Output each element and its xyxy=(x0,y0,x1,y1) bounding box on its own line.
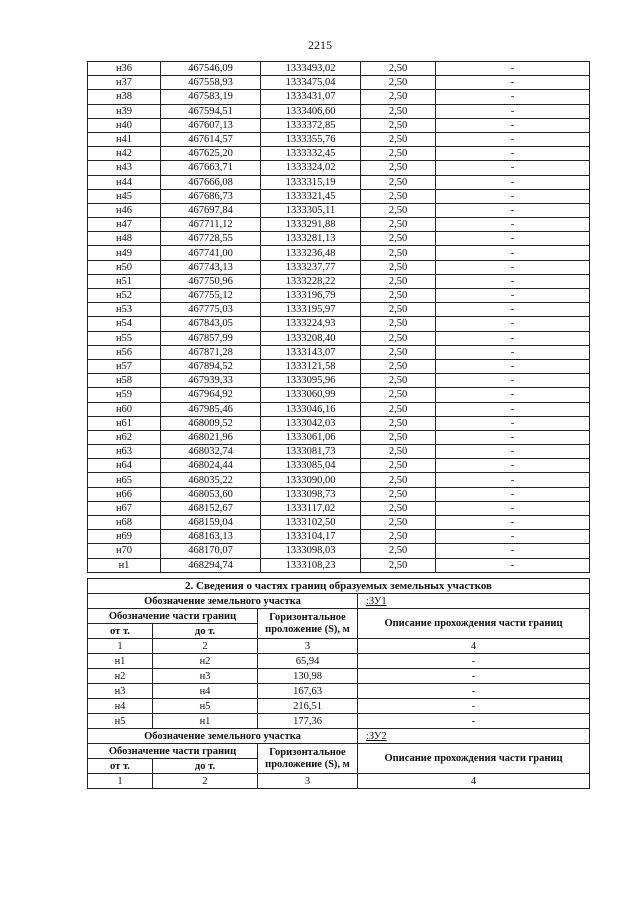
section-title: 2. Сведения о частях границ образуемых земельных участков xyxy=(88,579,590,594)
description-cell: - xyxy=(436,161,590,175)
x-coordinate-cell: 467755,12 xyxy=(161,289,261,303)
part-label-header: Обозначение части границ xyxy=(88,744,258,759)
from-point-header: от т. xyxy=(88,759,153,774)
column-number: 4 xyxy=(358,774,590,789)
x-coordinate-cell: 467583,19 xyxy=(161,90,261,104)
precision-cell: 2,50 xyxy=(361,161,436,175)
coordinate-row xyxy=(88,161,590,175)
parcel-designation: :ЗУ2 xyxy=(358,729,590,744)
x-coordinate-cell: 467843,05 xyxy=(161,317,261,331)
y-coordinate-cell: 1333493,02 xyxy=(261,62,361,76)
parcel-designation-row xyxy=(88,729,590,744)
point-name-cell: н69 xyxy=(88,530,161,544)
description-cell: - xyxy=(436,246,590,260)
to-point-cell: н1 xyxy=(153,714,258,729)
x-coordinate-cell: 467625,20 xyxy=(161,147,261,161)
description-cell: - xyxy=(358,714,590,729)
precision-cell: 2,50 xyxy=(361,303,436,317)
description-cell: - xyxy=(358,699,590,714)
precision-cell: 2,50 xyxy=(361,218,436,232)
length-cell: 177,36 xyxy=(258,714,358,729)
y-coordinate-cell: 1333090,00 xyxy=(261,473,361,487)
to-point-header: до т. xyxy=(153,759,258,774)
y-coordinate-cell: 1333237,77 xyxy=(261,260,361,274)
precision-cell: 2,50 xyxy=(361,345,436,359)
description-cell: - xyxy=(436,175,590,189)
to-point-cell: н3 xyxy=(153,669,258,684)
parts-header-row xyxy=(88,609,590,624)
description-cell: - xyxy=(358,654,590,669)
precision-cell: 2,50 xyxy=(361,118,436,132)
description-cell: - xyxy=(436,487,590,501)
precision-cell: 2,50 xyxy=(361,289,436,303)
x-coordinate-cell: 467614,57 xyxy=(161,132,261,146)
point-name-cell: н70 xyxy=(88,544,161,558)
column-number: 3 xyxy=(258,639,358,654)
precision-cell: 2,50 xyxy=(361,260,436,274)
precision-cell: 2,50 xyxy=(361,558,436,572)
coordinate-row xyxy=(88,544,590,558)
precision-cell: 2,50 xyxy=(361,459,436,473)
coordinate-row xyxy=(88,104,590,118)
y-coordinate-cell: 1333061,06 xyxy=(261,430,361,444)
part-label-header: Обозначение части границ xyxy=(88,609,258,624)
coordinate-row xyxy=(88,345,590,359)
coordinate-row xyxy=(88,445,590,459)
precision-cell: 2,50 xyxy=(361,473,436,487)
description-cell: - xyxy=(436,274,590,288)
from-point-header: от т. xyxy=(88,624,153,639)
description-cell: - xyxy=(436,260,590,274)
coordinate-row xyxy=(88,232,590,246)
y-coordinate-cell: 1333095,96 xyxy=(261,374,361,388)
coordinate-row xyxy=(88,260,590,274)
description-cell: - xyxy=(436,345,590,359)
y-coordinate-cell: 1333332,45 xyxy=(261,147,361,161)
from-point-cell: н5 xyxy=(88,714,153,729)
column-numbers-row xyxy=(88,639,590,654)
y-coordinate-cell: 1333121,58 xyxy=(261,359,361,373)
y-coordinate-cell: 1333195,97 xyxy=(261,303,361,317)
description-cell: - xyxy=(436,416,590,430)
x-coordinate-cell: 467663,71 xyxy=(161,161,261,175)
y-coordinate-cell: 1333046,16 xyxy=(261,402,361,416)
y-coordinate-cell: 1333355,76 xyxy=(261,132,361,146)
coordinate-row xyxy=(88,246,590,260)
coordinate-row xyxy=(88,189,590,203)
y-coordinate-cell: 1333102,50 xyxy=(261,516,361,530)
x-coordinate-cell: 468170,07 xyxy=(161,544,261,558)
point-name-cell: н43 xyxy=(88,161,161,175)
point-name-cell: н68 xyxy=(88,516,161,530)
x-coordinate-cell: 468009,52 xyxy=(161,416,261,430)
description-cell: - xyxy=(436,62,590,76)
description-cell: - xyxy=(358,669,590,684)
from-point-cell: н1 xyxy=(88,654,153,669)
coordinate-row xyxy=(88,359,590,373)
y-coordinate-cell: 1333406,60 xyxy=(261,104,361,118)
y-coordinate-cell: 1333321,45 xyxy=(261,189,361,203)
coordinate-row xyxy=(88,374,590,388)
y-coordinate-cell: 1333431,07 xyxy=(261,90,361,104)
boundary-parts-table xyxy=(87,578,590,789)
coordinate-row xyxy=(88,218,590,232)
precision-cell: 2,50 xyxy=(361,331,436,345)
description-cell: - xyxy=(436,402,590,416)
y-coordinate-cell: 1333081,73 xyxy=(261,445,361,459)
y-coordinate-cell: 1333196,79 xyxy=(261,289,361,303)
point-name-cell: н57 xyxy=(88,359,161,373)
precision-cell: 2,50 xyxy=(361,274,436,288)
x-coordinate-cell: 467857,99 xyxy=(161,331,261,345)
precision-cell: 2,50 xyxy=(361,530,436,544)
coordinate-row xyxy=(88,331,590,345)
x-coordinate-cell: 468152,67 xyxy=(161,501,261,515)
parcel-designation: :ЗУ1 xyxy=(358,594,590,609)
from-point-cell: н3 xyxy=(88,684,153,699)
point-name-cell: н39 xyxy=(88,104,161,118)
x-coordinate-cell: 467711,12 xyxy=(161,218,261,232)
precision-cell: 2,50 xyxy=(361,445,436,459)
point-name-cell: н66 xyxy=(88,487,161,501)
length-cell: 216,51 xyxy=(258,699,358,714)
x-coordinate-cell: 467775,03 xyxy=(161,303,261,317)
description-cell: - xyxy=(436,132,590,146)
precision-cell: 2,50 xyxy=(361,544,436,558)
parcel-label: Обозначение земельного участка xyxy=(88,729,358,744)
precision-cell: 2,50 xyxy=(361,402,436,416)
parts-header-row xyxy=(88,744,590,759)
x-coordinate-cell: 468032,74 xyxy=(161,445,261,459)
point-name-cell: н67 xyxy=(88,501,161,515)
x-coordinate-cell: 467607,13 xyxy=(161,118,261,132)
point-name-cell: н37 xyxy=(88,76,161,90)
coordinate-row xyxy=(88,416,590,430)
x-coordinate-cell: 467728,55 xyxy=(161,232,261,246)
point-name-cell: н49 xyxy=(88,246,161,260)
point-name-cell: н51 xyxy=(88,274,161,288)
description-cell: - xyxy=(436,218,590,232)
point-name-cell: н59 xyxy=(88,388,161,402)
y-coordinate-cell: 1333224,93 xyxy=(261,317,361,331)
precision-cell: 2,50 xyxy=(361,189,436,203)
point-name-cell: н54 xyxy=(88,317,161,331)
point-name-cell: н1 xyxy=(88,558,161,572)
boundary-part-row xyxy=(88,714,590,729)
description-cell: - xyxy=(436,445,590,459)
boundary-part-row xyxy=(88,699,590,714)
y-coordinate-cell: 1333475,04 xyxy=(261,76,361,90)
coordinate-row xyxy=(88,90,590,104)
point-name-cell: н62 xyxy=(88,430,161,444)
x-coordinate-cell: 467666,08 xyxy=(161,175,261,189)
x-coordinate-cell: 467686,73 xyxy=(161,189,261,203)
description-cell: - xyxy=(436,501,590,515)
precision-cell: 2,50 xyxy=(361,132,436,146)
y-coordinate-cell: 1333042,03 xyxy=(261,416,361,430)
boundary-part-row xyxy=(88,684,590,699)
boundary-part-row xyxy=(88,654,590,669)
y-coordinate-cell: 1333236,48 xyxy=(261,246,361,260)
coordinate-row xyxy=(88,516,590,530)
y-coordinate-cell: 1333291,88 xyxy=(261,218,361,232)
length-cell: 65,94 xyxy=(258,654,358,669)
x-coordinate-cell: 468021,96 xyxy=(161,430,261,444)
coordinate-row xyxy=(88,487,590,501)
x-coordinate-cell: 468035,22 xyxy=(161,473,261,487)
coordinate-row xyxy=(88,388,590,402)
length-header: Горизонтальное проложение (S), м xyxy=(258,609,358,639)
y-coordinate-cell: 1333228,22 xyxy=(261,274,361,288)
precision-cell: 2,50 xyxy=(361,416,436,430)
from-point-cell: н2 xyxy=(88,669,153,684)
description-cell: - xyxy=(436,90,590,104)
precision-cell: 2,50 xyxy=(361,388,436,402)
column-number: 1 xyxy=(88,774,153,789)
page-number: 2215 xyxy=(308,38,332,52)
y-coordinate-cell: 1333208,40 xyxy=(261,331,361,345)
precision-cell: 2,50 xyxy=(361,516,436,530)
coordinate-row xyxy=(88,303,590,317)
precision-cell: 2,50 xyxy=(361,62,436,76)
precision-cell: 2,50 xyxy=(361,232,436,246)
point-name-cell: н55 xyxy=(88,331,161,345)
x-coordinate-cell: 467750,96 xyxy=(161,274,261,288)
description-cell: - xyxy=(436,118,590,132)
description-cell: - xyxy=(436,530,590,544)
from-point-cell: н4 xyxy=(88,699,153,714)
description-cell: - xyxy=(436,232,590,246)
y-coordinate-cell: 1333281,13 xyxy=(261,232,361,246)
precision-cell: 2,50 xyxy=(361,104,436,118)
boundary-part-row xyxy=(88,669,590,684)
x-coordinate-cell: 467594,51 xyxy=(161,104,261,118)
coordinate-row xyxy=(88,430,590,444)
point-name-cell: н50 xyxy=(88,260,161,274)
coordinate-row xyxy=(88,501,590,515)
precision-cell: 2,50 xyxy=(361,203,436,217)
description-cell: - xyxy=(436,473,590,487)
parcel-label: Обозначение земельного участка xyxy=(88,594,358,609)
y-coordinate-cell: 1333117,02 xyxy=(261,501,361,515)
precision-cell: 2,50 xyxy=(361,501,436,515)
x-coordinate-cell: 467871,28 xyxy=(161,345,261,359)
column-number: 2 xyxy=(153,774,258,789)
point-name-cell: н45 xyxy=(88,189,161,203)
x-coordinate-cell: 467558,93 xyxy=(161,76,261,90)
point-name-cell: н53 xyxy=(88,303,161,317)
description-cell: - xyxy=(436,203,590,217)
description-cell: - xyxy=(436,516,590,530)
coordinate-row xyxy=(88,530,590,544)
description-cell: - xyxy=(436,189,590,203)
precision-cell: 2,50 xyxy=(361,90,436,104)
y-coordinate-cell: 1333143,07 xyxy=(261,345,361,359)
column-number: 4 xyxy=(358,639,590,654)
coordinate-row xyxy=(88,175,590,189)
x-coordinate-cell: 467741,00 xyxy=(161,246,261,260)
x-coordinate-cell: 468163,13 xyxy=(161,530,261,544)
coordinates-table xyxy=(87,61,590,573)
x-coordinate-cell: 468053,60 xyxy=(161,487,261,501)
coordinate-row xyxy=(88,147,590,161)
coordinate-row xyxy=(88,118,590,132)
description-cell: - xyxy=(436,331,590,345)
description-cell: - xyxy=(358,684,590,699)
length-cell: 130,98 xyxy=(258,669,358,684)
description-cell: - xyxy=(436,317,590,331)
coordinate-row xyxy=(88,62,590,76)
x-coordinate-cell: 467697,84 xyxy=(161,203,261,217)
point-name-cell: н40 xyxy=(88,118,161,132)
point-name-cell: н44 xyxy=(88,175,161,189)
coordinate-row xyxy=(88,558,590,572)
boundary-parts-table-body xyxy=(88,579,590,789)
to-point-cell: н5 xyxy=(153,699,258,714)
coordinate-row xyxy=(88,76,590,90)
y-coordinate-cell: 1333372,85 xyxy=(261,118,361,132)
precision-cell: 2,50 xyxy=(361,246,436,260)
point-name-cell: н60 xyxy=(88,402,161,416)
y-coordinate-cell: 1333324,02 xyxy=(261,161,361,175)
precision-cell: 2,50 xyxy=(361,487,436,501)
description-header: Описание прохождения части границ xyxy=(358,609,590,639)
column-numbers-row xyxy=(88,774,590,789)
point-name-cell: н52 xyxy=(88,289,161,303)
coordinate-row xyxy=(88,289,590,303)
length-cell: 167,63 xyxy=(258,684,358,699)
x-coordinate-cell: 467985,46 xyxy=(161,402,261,416)
description-cell: - xyxy=(436,359,590,373)
coordinate-row xyxy=(88,203,590,217)
precision-cell: 2,50 xyxy=(361,175,436,189)
description-header: Описание прохождения части границ xyxy=(358,744,590,774)
point-name-cell: н38 xyxy=(88,90,161,104)
point-name-cell: н36 xyxy=(88,62,161,76)
parcel-designation-row xyxy=(88,594,590,609)
point-name-cell: н41 xyxy=(88,132,161,146)
x-coordinate-cell: 467939,33 xyxy=(161,374,261,388)
precision-cell: 2,50 xyxy=(361,147,436,161)
section-title-row xyxy=(88,579,590,594)
to-point-cell: н2 xyxy=(153,654,258,669)
length-header: Горизонтальное проложение (S), м xyxy=(258,744,358,774)
description-cell: - xyxy=(436,76,590,90)
point-name-cell: н42 xyxy=(88,147,161,161)
point-name-cell: н65 xyxy=(88,473,161,487)
point-name-cell: н63 xyxy=(88,445,161,459)
point-name-cell: н58 xyxy=(88,374,161,388)
coordinate-row xyxy=(88,274,590,288)
description-cell: - xyxy=(436,303,590,317)
point-name-cell: н56 xyxy=(88,345,161,359)
x-coordinate-cell: 467546,09 xyxy=(161,62,261,76)
description-cell: - xyxy=(436,430,590,444)
to-point-header: до т. xyxy=(153,624,258,639)
y-coordinate-cell: 1333085,04 xyxy=(261,459,361,473)
column-number: 2 xyxy=(153,639,258,654)
precision-cell: 2,50 xyxy=(361,359,436,373)
to-point-cell: н4 xyxy=(153,684,258,699)
column-number: 1 xyxy=(88,639,153,654)
y-coordinate-cell: 1333104,17 xyxy=(261,530,361,544)
y-coordinate-cell: 1333098,73 xyxy=(261,487,361,501)
description-cell: - xyxy=(436,459,590,473)
y-coordinate-cell: 1333060,99 xyxy=(261,388,361,402)
column-number: 3 xyxy=(258,774,358,789)
description-cell: - xyxy=(436,147,590,161)
y-coordinate-cell: 1333098,03 xyxy=(261,544,361,558)
y-coordinate-cell: 1333305,11 xyxy=(261,203,361,217)
point-name-cell: н48 xyxy=(88,232,161,246)
description-cell: - xyxy=(436,104,590,118)
precision-cell: 2,50 xyxy=(361,76,436,90)
y-coordinate-cell: 1333108,23 xyxy=(261,558,361,572)
point-name-cell: н61 xyxy=(88,416,161,430)
coordinates-table-body xyxy=(88,62,590,573)
description-cell: - xyxy=(436,374,590,388)
y-coordinate-cell: 1333315,19 xyxy=(261,175,361,189)
description-cell: - xyxy=(436,544,590,558)
coordinate-row xyxy=(88,317,590,331)
description-cell: - xyxy=(436,388,590,402)
precision-cell: 2,50 xyxy=(361,374,436,388)
x-coordinate-cell: 467964,92 xyxy=(161,388,261,402)
coordinate-row xyxy=(88,132,590,146)
point-name-cell: н46 xyxy=(88,203,161,217)
coordinate-row xyxy=(88,459,590,473)
x-coordinate-cell: 468294,74 xyxy=(161,558,261,572)
x-coordinate-cell: 467894,52 xyxy=(161,359,261,373)
point-name-cell: н64 xyxy=(88,459,161,473)
x-coordinate-cell: 468159,04 xyxy=(161,516,261,530)
description-cell: - xyxy=(436,289,590,303)
x-coordinate-cell: 468024,44 xyxy=(161,459,261,473)
point-name-cell: н47 xyxy=(88,218,161,232)
x-coordinate-cell: 467743,13 xyxy=(161,260,261,274)
description-cell: - xyxy=(436,558,590,572)
precision-cell: 2,50 xyxy=(361,430,436,444)
coordinate-row xyxy=(88,473,590,487)
coordinate-row xyxy=(88,402,590,416)
precision-cell: 2,50 xyxy=(361,317,436,331)
